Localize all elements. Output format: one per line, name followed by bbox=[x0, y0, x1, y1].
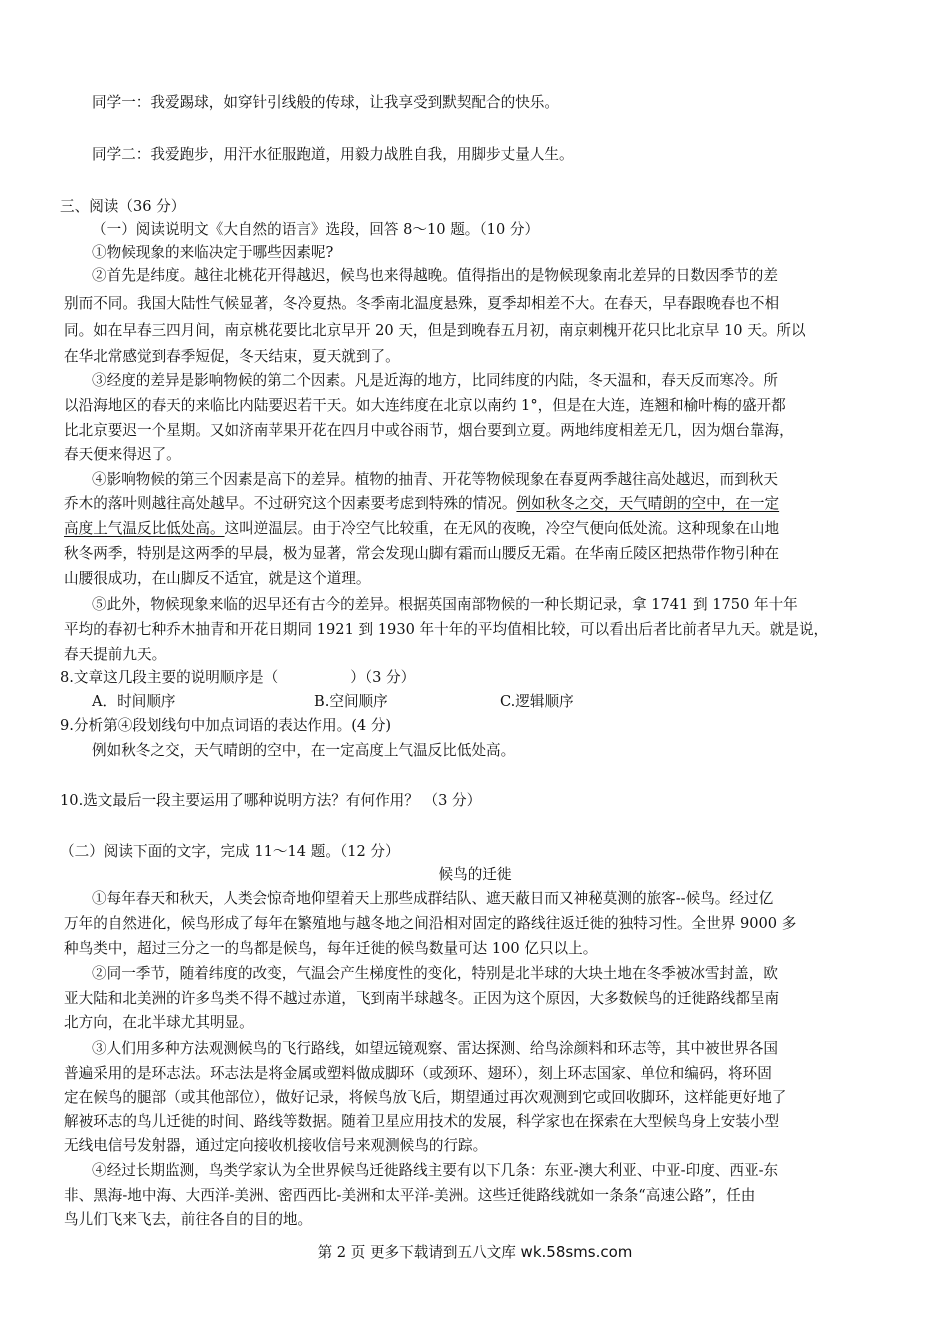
paragraph-line: 春天便来得迟了。 bbox=[64, 446, 181, 463]
paragraph-line: 普遍采用的是环志法。环志法是将金属或塑料做成脚环（或颈环、翅环），刻上环志国家、单位和编码，将环固 bbox=[64, 1065, 772, 1082]
paragraph-line: ①每年春天和秋天，人类会惊奇地仰望着天上那些成群结队、遮天蔽日而又神秘莫测的旅客--候鸟。经过亿 bbox=[92, 890, 774, 907]
paragraph-line: ③经度的差异是影响物候的第二个因素。凡是近海的地方，比同纬度的内陆，冬天温和，春天反而寒冷。所 bbox=[92, 372, 778, 389]
paragraph-line bbox=[64, 518, 779, 540]
section-heading: 三、阅读（36 分） bbox=[60, 198, 186, 215]
footer-link[interactable]: wk.58sms.com bbox=[520, 1243, 633, 1261]
question-9: 9.分析第④段划线句中加点词语的表达作用。(4 分) bbox=[60, 717, 392, 734]
page-footer bbox=[0, 1241, 950, 1264]
paragraph-line: 定在候鸟的腿部（或其他部位），做好记录，将候鸟放飞后，期望通过再次观测到它或回收脚环，这样能更好地了 bbox=[64, 1089, 787, 1106]
paragraph-line: 无线电信号发射器，通过定向接收机接收信号来观测候鸟的行踪。 bbox=[64, 1137, 488, 1154]
paragraph-line: 鸟儿们飞来飞去，前往各自的目的地。 bbox=[64, 1211, 313, 1228]
paragraph-line: ④影响物候的第三个因素是高下的差异。植物的抽青、开花等物候现象在春夏两季越往高处越迟，而到秋天 bbox=[92, 471, 778, 488]
paragraph-line: 种鸟类中，超过三分之一的鸟都是候鸟，每年迁徙的候鸟数量可达 100 亿只以上。 bbox=[64, 940, 598, 957]
paragraph-line: 北方向，在北半球尤其明显。 bbox=[64, 1014, 254, 1031]
paragraph-line: 亚大陆和北美洲的许多鸟类不得不越过赤道，飞到南半球越冬。正因为这个原因，大多数候鸟的迁徙路线都呈南 bbox=[64, 990, 780, 1007]
paragraph-line: 平均的春初七种乔木抽青和开花日期同 1921 到 1930 年十年的平均值相比较，可以看出后者比前者早九天。就是说， bbox=[64, 621, 829, 638]
paragraph-line: 比北京要迟一个星期。又如济南苹果开花在四月中或谷雨节，烟台要到立夏。两地纬度相差无几，因为烟台靠海， bbox=[64, 422, 794, 439]
footer-text: 第 2 页 更多下载请到五八文库 bbox=[317, 1244, 521, 1261]
paragraph-line: 以沿海地区的春天的来临比内陆要迟若干天。如大连纬度在北京以南约 1°，但是在大连，连翘和榆叶梅的盛开都 bbox=[64, 397, 786, 414]
paragraph-line: 同。如在早春三四月间，南京桃花要比北京早开 20 天，但是到晚春五月初，南京刺槐开花只比北京早 10 天。所以 bbox=[64, 322, 806, 339]
part2-intro: （二）阅读下面的文字，完成 11～14 题。（12 分） bbox=[60, 843, 400, 860]
option-c: C.逻辑顺序 bbox=[500, 693, 574, 710]
question-8 bbox=[60, 667, 415, 689]
paragraph-line: ②同一季节，随着纬度的改变，气温会产生梯度性的变化，特别是北半球的大块土地在冬季被冰雪封盖，欧 bbox=[92, 965, 778, 982]
article-title: 候鸟的迁徙 bbox=[438, 866, 512, 883]
paragraph-line: ①物候现象的来临决定于哪些因素呢? bbox=[92, 244, 334, 261]
paragraph-line bbox=[64, 493, 779, 515]
paragraph-line: 秋冬两季，特别是这两季的早晨，极为显著，常会发现山脚有霜而山腰反无霜。在华南丘陵区把热带作物引种在 bbox=[64, 545, 780, 562]
paragraph-line: 别而不同。我国大陆性气候显著，冬冷夏热。冬季南北温度悬殊，夏季却相差不大。在春天，早春跟晚春也不相 bbox=[64, 295, 780, 312]
paragraph-text: 乔木的落叶则越往高处越早。不过研究这个因素要考虑到特殊的情况。 bbox=[64, 495, 517, 512]
paragraph-line: 非、黑海-地中海、大西洋-美洲、密西西比-美洲和太平洋-美洲。这些迁徙路线就如一条条“高速公路”，任由 bbox=[64, 1187, 756, 1204]
part1-intro: （一）阅读说明文《大自然的语言》选段，回答 8～10 题。（10 分） bbox=[92, 221, 540, 238]
option-a: A．时间顺序 bbox=[92, 693, 176, 710]
underlined-sentence: 高度上气温反比低处高。 bbox=[64, 520, 225, 537]
paragraph-line: 在华北常感觉到春季短促，冬天结束，夏天就到了。 bbox=[64, 348, 400, 365]
classmate-two-text: 同学二：我爱跑步，用汗水征服跑道，用毅力战胜自我，用脚步丈量人生。 bbox=[92, 146, 574, 163]
paragraph-line: 春天提前九天。 bbox=[64, 646, 167, 663]
paragraph-line: 山腰很成功，在山脚反不适宜，就是这个道理。 bbox=[64, 570, 371, 587]
underlined-sentence: 例如秋冬之交，天气晴朗的空中，在一定 bbox=[516, 495, 780, 512]
option-b: B.空间顺序 bbox=[314, 693, 388, 710]
paragraph-line: ⑤此外，物候现象来临的迟早还有古今的差异。根据英国南部物候的一种长期记录，拿 1741 到 1750 年十年 bbox=[92, 596, 798, 613]
paragraph-line: 万年的自然进化，候鸟形成了每年在繁殖地与越冬地之间沿相对固定的路线往返迁徙的独特习性。全世界 9000 多 bbox=[64, 915, 797, 932]
paragraph-line: ③人们用多种方法观测候鸟的飞行路线，如望远镜观察、雷达探测、给鸟涂颜料和环志等，其中被世界各国 bbox=[92, 1040, 778, 1057]
paragraph-line: ②首先是纬度。越往北桃花开得越迟，候鸟也来得越晚。值得指出的是物候现象南北差异的日数因季节的差 bbox=[92, 267, 778, 284]
question-9-quote: 例如秋冬之交，天气晴朗的空中，在一定高度上气温反比低处高。 bbox=[92, 742, 516, 759]
question-8-stem: 8.文章这几段主要的说明顺序是（ bbox=[60, 669, 279, 686]
paragraph-line: 解被环志的鸟儿迁徙的时间、路线等数据。随着卫星应用技术的发展，科学家也在探索在大型候鸟身上安装小型 bbox=[64, 1113, 780, 1130]
question-10: 10.选文最后一段主要运用了哪种说明方法？有何作用？ （3 分） bbox=[60, 792, 482, 809]
question-8-points: ）（3 分） bbox=[350, 669, 416, 686]
paragraph-text: 这叫逆温层。由于冷空气比较重，在无风的夜晚，冷空气便向低处流。这种现象在山地 bbox=[224, 520, 780, 537]
classmate-one-text: 同学一：我爱踢球，如穿针引线般的传球，让我享受到默契配合的快乐。 bbox=[92, 94, 560, 111]
paragraph-line: ④经过长期监测，鸟类学家认为全世界候鸟迁徙路线主要有以下几条：东亚-澳大利亚、中亚-印度、西亚-东 bbox=[92, 1162, 779, 1179]
